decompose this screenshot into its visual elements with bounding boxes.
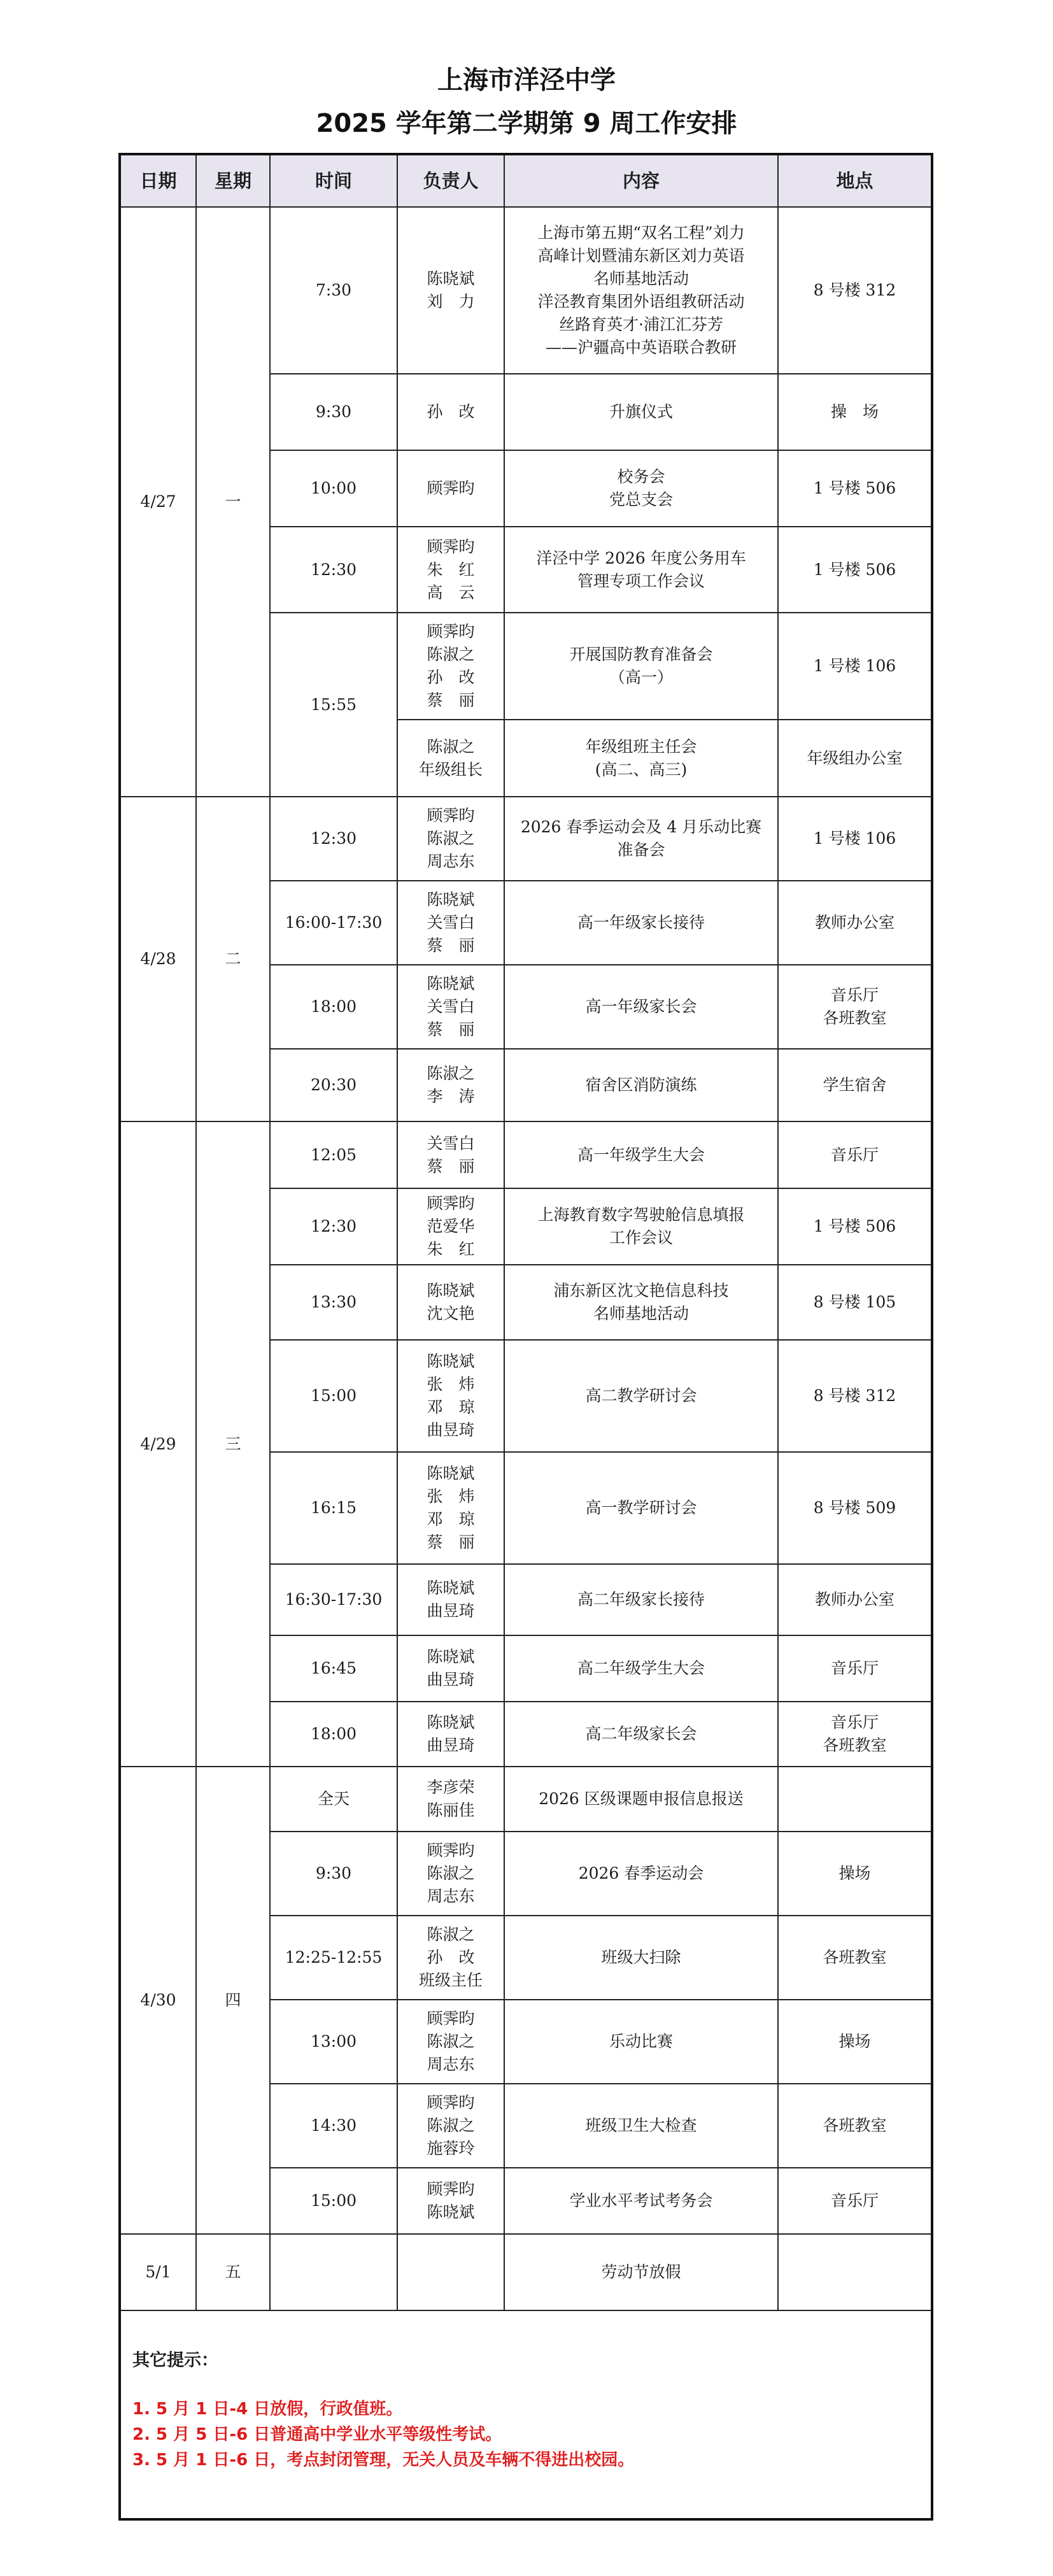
- person-cell: 陈晓斌 关雪白 蔡 丽: [397, 965, 504, 1049]
- date-cell: 4/30: [121, 1767, 196, 2234]
- time-cell: 12:30: [270, 1188, 397, 1265]
- person-cell: 陈晓斌 关雪白 蔡 丽: [397, 881, 504, 965]
- date-cell: 4/27: [121, 207, 196, 797]
- person-cell: 顾霁昀 陈淑之 施蓉玲: [397, 2084, 504, 2168]
- date-cell: 4/28: [121, 797, 196, 1121]
- time-cell: 16:30-17:30: [270, 1564, 397, 1635]
- person-cell: 陈晓斌 刘 力: [397, 207, 504, 374]
- schedule-body: [121, 207, 931, 2310]
- place-cell: 音乐厅: [778, 2168, 931, 2234]
- person-cell: 关雪白 蔡 丽: [397, 1121, 504, 1188]
- person-cell: [397, 2234, 504, 2310]
- time-cell: 9:30: [270, 374, 397, 450]
- person-cell: 顾霁昀 陈淑之 周志东: [397, 797, 504, 881]
- weekday-cell: 四: [196, 1767, 270, 2234]
- content-cell: 2026 区级课题申报信息报送: [504, 1767, 778, 1832]
- time-cell: 9:30: [270, 1832, 397, 1916]
- place-cell: 各班教室: [778, 1916, 931, 2000]
- content-cell: 乐动比赛: [504, 2000, 778, 2084]
- person-cell: 陈晓斌 沈文艳: [397, 1265, 504, 1340]
- content-cell: 上海教育数字驾驶舱信息填报 工作会议: [504, 1188, 778, 1265]
- content-cell: 浦东新区沈文艳信息科技 名师基地活动: [504, 1265, 778, 1340]
- place-cell: 8 号楼 509: [778, 1452, 931, 1564]
- place-cell: [778, 1767, 931, 1832]
- content-cell: 校务会 党总支会: [504, 450, 778, 527]
- place-cell: 年级组办公室: [778, 720, 931, 797]
- content-cell: 洋泾中学 2026 年度公务用车 管理专项工作会议: [504, 527, 778, 613]
- content-cell: 2026 春季运动会: [504, 1832, 778, 1916]
- place-cell: 音乐厅: [778, 1635, 931, 1702]
- date-cell: 4/29: [121, 1121, 196, 1767]
- time-cell: [270, 2234, 397, 2310]
- header-place: 地点: [778, 155, 931, 207]
- time-cell: 15:00: [270, 1340, 397, 1452]
- schedule-sheet: [118, 153, 933, 2521]
- header-date: 日期: [121, 155, 196, 207]
- time-cell: 13:00: [270, 2000, 397, 2084]
- person-cell: 陈淑之 年级组长: [397, 720, 504, 797]
- date-cell: 5/1: [121, 2234, 196, 2310]
- table-row: [121, 797, 931, 881]
- time-cell: 18:00: [270, 1702, 397, 1767]
- place-cell: 操 场: [778, 374, 931, 450]
- content-cell: 高二年级家长接待: [504, 1564, 778, 1635]
- content-cell: 高一教学研讨会: [504, 1452, 778, 1564]
- content-cell: 上海市第五期“双名工程”刘力 高峰计划暨浦东新区刘力英语 名师基地活动 洋泾教育集团外语组教研活动 丝路育英才·浦江汇芬芳 ——沪疆高中英语联合教研: [504, 207, 778, 374]
- place-cell: 教师办公室: [778, 881, 931, 965]
- header-time: 时间: [270, 155, 397, 207]
- person-cell: 顾霁昀 陈淑之 孙 改 蔡 丽: [397, 613, 504, 720]
- person-cell: 陈晓斌 张 炜 邓 琼 曲昱琦: [397, 1340, 504, 1452]
- weekday-cell: 五: [196, 2234, 270, 2310]
- school-name: 上海市洋泾中学: [437, 66, 616, 95]
- person-cell: 顾霁昀: [397, 450, 504, 527]
- time-cell: 10:00: [270, 450, 397, 527]
- content-cell: 开展国防教育准备会 （高一）: [504, 613, 778, 720]
- header-person: 负责人: [397, 155, 504, 207]
- time-cell: 全天: [270, 1767, 397, 1832]
- place-cell: 音乐厅 各班教室: [778, 1702, 931, 1767]
- place-cell: 1 号楼 506: [778, 450, 931, 527]
- place-cell: 8 号楼 312: [778, 207, 931, 374]
- place-cell: 8 号楼 105: [778, 1265, 931, 1340]
- content-cell: 高一年级学生大会: [504, 1121, 778, 1188]
- place-cell: [778, 2234, 931, 2310]
- time-cell: 20:30: [270, 1049, 397, 1121]
- time-cell: 18:00: [270, 965, 397, 1049]
- person-cell: 顾霁昀 陈晓斌: [397, 2168, 504, 2234]
- place-cell: 各班教室: [778, 2084, 931, 2168]
- person-cell: 顾霁昀 范爱华 朱 红: [397, 1188, 504, 1265]
- person-cell: 陈淑之 李 涛: [397, 1049, 504, 1121]
- time-cell: 16:15: [270, 1452, 397, 1564]
- table-row: [121, 2234, 931, 2310]
- content-cell: 年级组班主任会 (高二、高三): [504, 720, 778, 797]
- header-weekday: 星期: [196, 155, 270, 207]
- content-cell: 高一年级家长会: [504, 965, 778, 1049]
- time-cell: 12:05: [270, 1121, 397, 1188]
- content-cell: 班级卫生大检查: [504, 2084, 778, 2168]
- place-cell: 1 号楼 106: [778, 797, 931, 881]
- time-cell: 12:30: [270, 527, 397, 613]
- table-row: [121, 1121, 931, 1188]
- time-cell: 13:30: [270, 1265, 397, 1340]
- notes-section: [121, 2332, 931, 2473]
- content-cell: 高二年级家长会: [504, 1702, 778, 1767]
- content-cell: 高一年级家长接待: [504, 881, 778, 965]
- header-content: 内容: [504, 155, 778, 207]
- person-cell: 孙 改: [397, 374, 504, 450]
- person-cell: 陈淑之 孙 改 班级主任: [397, 1916, 504, 2000]
- place-cell: 1 号楼 106: [778, 613, 931, 720]
- time-cell: 16:00-17:30: [270, 881, 397, 965]
- place-cell: 操场: [778, 2000, 931, 2084]
- table-row: [121, 1767, 931, 1832]
- time-cell: 15:00: [270, 2168, 397, 2234]
- table-row: [121, 207, 931, 374]
- title-block: [0, 59, 1053, 145]
- time-cell: 7:30: [270, 207, 397, 374]
- schedule-table: [121, 155, 931, 2311]
- person-cell: 陈晓斌 曲昱琦: [397, 1564, 504, 1635]
- content-cell: 高二教学研讨会: [504, 1340, 778, 1452]
- place-cell: 1 号楼 506: [778, 1188, 931, 1265]
- content-cell: 班级大扫除: [504, 1916, 778, 2000]
- time-cell: 16:45: [270, 1635, 397, 1702]
- person-cell: 陈晓斌 曲昱琦: [397, 1635, 504, 1702]
- weekday-cell: 二: [196, 797, 270, 1121]
- content-cell: 2026 春季运动会及 4 月乐动比赛 准备会: [504, 797, 778, 881]
- content-cell: 学业水平考试考务会: [504, 2168, 778, 2234]
- weekday-cell: 三: [196, 1121, 270, 1767]
- place-cell: 学生宿舍: [778, 1049, 931, 1121]
- person-cell: 陈晓斌 张 炜 邓 琼 蔡 丽: [397, 1452, 504, 1564]
- notes-title: 其它提示：: [132, 2351, 218, 2370]
- place-cell: 音乐厅 各班教室: [778, 965, 931, 1049]
- person-cell: 顾霁昀 朱 红 高 云: [397, 527, 504, 613]
- header-row: [121, 155, 931, 207]
- time-cell: 14:30: [270, 2084, 397, 2168]
- person-cell: 顾霁昀 陈淑之 周志东: [397, 2000, 504, 2084]
- note-item: 3. 5 月 1 日-6 日，考点封闭管理，无关人员及车辆不得进出校园。: [132, 2451, 635, 2470]
- schedule-title: 2025 学年第二学期第 9 周工作安排: [316, 109, 737, 138]
- place-cell: 音乐厅: [778, 1121, 931, 1188]
- place-cell: 1 号楼 506: [778, 527, 931, 613]
- note-item: 1. 5 月 1 日-4 日放假，行政值班。: [132, 2400, 403, 2419]
- weekday-cell: 一: [196, 207, 270, 797]
- person-cell: 陈晓斌 曲昱琦: [397, 1702, 504, 1767]
- place-cell: 操场: [778, 1832, 931, 1916]
- content-cell: 升旗仪式: [504, 374, 778, 450]
- content-cell: 高二年级学生大会: [504, 1635, 778, 1702]
- note-item: 2. 5 月 5 日-6 日普通高中学业水平等级性考试。: [132, 2425, 502, 2444]
- content-cell: 宿舍区消防演练: [504, 1049, 778, 1121]
- content-cell: 劳动节放假: [504, 2234, 778, 2310]
- person-cell: 李彦荣 陈丽佳: [397, 1767, 504, 1832]
- person-cell: 顾霁昀 陈淑之 周志东: [397, 1832, 504, 1916]
- place-cell: 教师办公室: [778, 1564, 931, 1635]
- place-cell: 8 号楼 312: [778, 1340, 931, 1452]
- time-cell: 12:30: [270, 797, 397, 881]
- time-cell: 15:55: [270, 613, 397, 797]
- time-cell: 12:25-12:55: [270, 1916, 397, 2000]
